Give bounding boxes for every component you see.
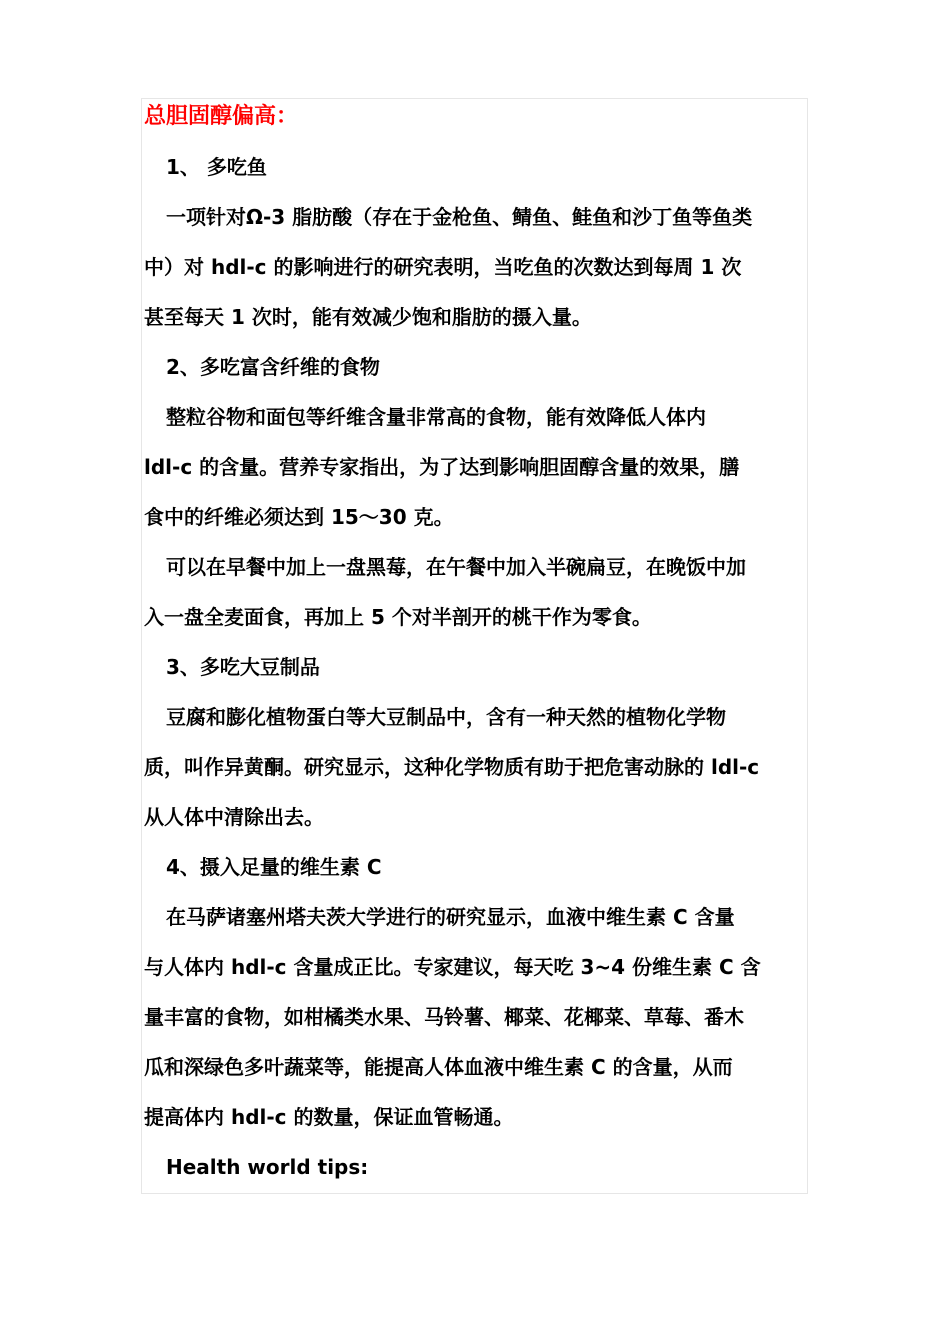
paragraph-line: 瓜和深绿色多叶蔬菜等，能提高人体血液中维生素 C 的含量，从而 [144,1055,733,1079]
tips-heading: Health world tips: [166,1155,369,1179]
paragraph-line: 可以在早餐中加上一盘黑莓，在午餐中加入半碗扁豆，在晚饭中加 [166,555,746,579]
paragraph-line: 甚至每天 1 次时，能有效减少饱和脂肪的摄入量。 [144,305,592,329]
document-body [144,92,816,1192]
paragraph-line: 质，叫作异黄酮。研究显示，这种化学物质有助于把危害动脉的 ldl-c [144,755,760,779]
paragraph-line: 一项针对Ω-3 脂肪酸（存在于金枪鱼、鲭鱼、鲑鱼和沙丁鱼等鱼类 [166,205,753,229]
section-heading-soy: 3、多吃大豆制品 [166,655,320,679]
paragraph-line: 豆腐和膨化植物蛋白等大豆制品中，含有一种天然的植物化学物 [166,705,726,729]
section-heading-fiber: 2、多吃富含纤维的食物 [166,355,380,379]
paragraph-line: 与人体内 hdl-c 含量成正比。专家建议，每天吃 3~4 份维生素 C 含 [144,955,761,979]
section-heading-fish: 1、 多吃鱼 [166,155,267,179]
paragraph-line: 食中的纤维必须达到 15～30 克。 [144,505,454,529]
paragraph-line: 量丰富的食物，如柑橘类水果、马铃薯、椰菜、花椰菜、草莓、番木 [144,1005,744,1029]
paragraph-line: 中）对 hdl-c 的影响进行的研究表明，当吃鱼的次数达到每周 1 次 [144,255,742,279]
paragraph-line: 整粒谷物和面包等纤维含量非常高的食物，能有效降低人体内 [166,405,706,429]
paragraph-line: ldl-c 的含量。营养专家指出，为了达到影响胆固醇含量的效果，膳 [144,455,740,479]
paragraph-line: 在马萨诸塞州塔夫茨大学进行的研究显示，血液中维生素 C 含量 [166,905,735,929]
paragraph-line: 入一盘全麦面食，再加上 5 个对半剖开的桃干作为零食。 [144,605,652,629]
section-heading-vitamin-c: 4、摄入足量的维生素 C [166,855,382,879]
paragraph-line: 从人体中清除出去。 [144,805,324,829]
paragraph-line: 提高体内 hdl-c 的数量，保证血管畅通。 [144,1105,514,1129]
document-title: 总胆固醇偏高： [144,104,299,129]
